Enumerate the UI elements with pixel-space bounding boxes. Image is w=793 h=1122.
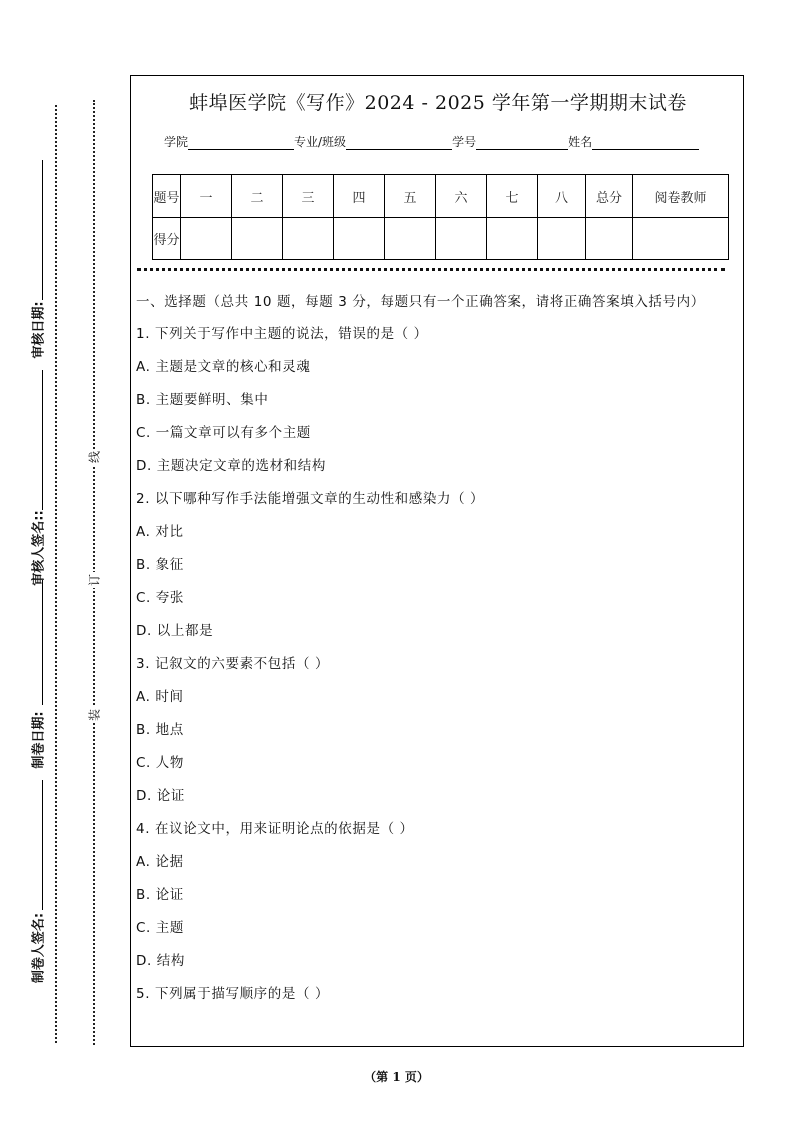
exam-frame	[130, 75, 744, 1047]
answer-option: C. 夸张	[136, 590, 185, 606]
student-info-row	[164, 133, 699, 150]
question-stem: 3. 记叙文的六要素不包括（ ）	[136, 656, 330, 672]
paper-maker-signature-line	[42, 780, 43, 910]
score-cell[interactable]	[181, 218, 232, 260]
answer-option: D. 主题决定文章的选材和结构	[136, 458, 326, 474]
question-stem: 1. 下列关于写作中主题的说法，错误的是（ ）	[136, 326, 428, 342]
score-table-header-cell: 总分	[586, 175, 633, 218]
question-stem: 5. 下列属于描写顺序的是（ ）	[136, 986, 330, 1002]
college-field[interactable]	[188, 136, 294, 150]
answer-option: C. 人物	[136, 755, 185, 771]
answer-option: A. 对比	[136, 524, 184, 540]
answer-option: B. 主题要鲜明、集中	[136, 392, 269, 408]
major-class-label: 专业/班级	[294, 135, 347, 149]
score-cell[interactable]	[436, 218, 487, 260]
answer-option: D. 论证	[136, 788, 185, 804]
score-cell[interactable]	[385, 218, 436, 260]
answer-option: C. 主题	[136, 920, 185, 936]
left-dotted-line	[55, 105, 57, 1043]
score-cell[interactable]	[633, 218, 729, 260]
score-table-header-cell: 五	[385, 175, 436, 218]
score-table-header-cell: 七	[487, 175, 538, 218]
score-table-header-cell: 题号	[153, 175, 181, 218]
score-cell[interactable]	[487, 218, 538, 260]
score-cell[interactable]	[334, 218, 385, 260]
review-date-line	[42, 160, 43, 300]
answer-option: D. 以上都是	[136, 623, 214, 639]
score-table-header-row	[153, 175, 729, 218]
answer-option: A. 论据	[136, 854, 184, 870]
score-table-header-cell: 三	[283, 175, 334, 218]
score-cell[interactable]	[538, 218, 586, 260]
answer-option: A. 时间	[136, 689, 184, 705]
dotted-separator	[137, 268, 725, 271]
exam-body	[136, 291, 736, 1016]
name-label: 姓名	[568, 135, 593, 149]
score-table-score-row	[153, 218, 729, 260]
student-id-field[interactable]	[476, 136, 568, 150]
major-class-field[interactable]	[346, 136, 452, 150]
reviewer-signature-line	[42, 370, 43, 510]
score-table	[152, 174, 729, 260]
question-stem: 2. 以下哪种写作手法能增强文章的生动性和感染力（ ）	[136, 491, 485, 507]
answer-option: D. 结构	[136, 953, 185, 969]
score-table-header-cell: 二	[232, 175, 283, 218]
section-heading: 一、选择题（总共 10 题，每题 3 分，每题只有一个正确答案，请将正确答案填入括号内）	[136, 294, 705, 310]
score-table-header-cell: 八	[538, 175, 586, 218]
score-table-header-cell: 一	[181, 175, 232, 218]
answer-option: B. 象征	[136, 557, 184, 573]
page-number: （第 1 页）	[364, 1070, 429, 1084]
score-table-header-cell: 阅卷教师	[633, 175, 729, 218]
name-field[interactable]	[592, 136, 699, 150]
score-cell[interactable]	[283, 218, 334, 260]
student-id-label: 学号	[452, 135, 477, 149]
exam-title: 蚌埠医学院《写作》2024 - 2025 学年第一学期期末试卷	[189, 92, 687, 114]
college-label: 学院	[164, 135, 189, 149]
score-table-header-cell: 六	[436, 175, 487, 218]
answer-option: A. 主题是文章的核心和灵魂	[136, 359, 311, 375]
score-row-label: 得分	[153, 218, 181, 260]
answer-option: B. 论证	[136, 887, 184, 903]
score-cell[interactable]	[586, 218, 633, 260]
answer-option: C. 一篇文章可以有多个主题	[136, 425, 311, 441]
answer-option: B. 地点	[136, 722, 184, 738]
score-cell[interactable]	[232, 218, 283, 260]
paper-date-line	[42, 580, 43, 705]
question-list	[136, 323, 736, 1016]
score-table-header-cell: 四	[334, 175, 385, 218]
question-stem: 4. 在议论文中，用来证明论点的依据是（ ）	[136, 821, 414, 837]
